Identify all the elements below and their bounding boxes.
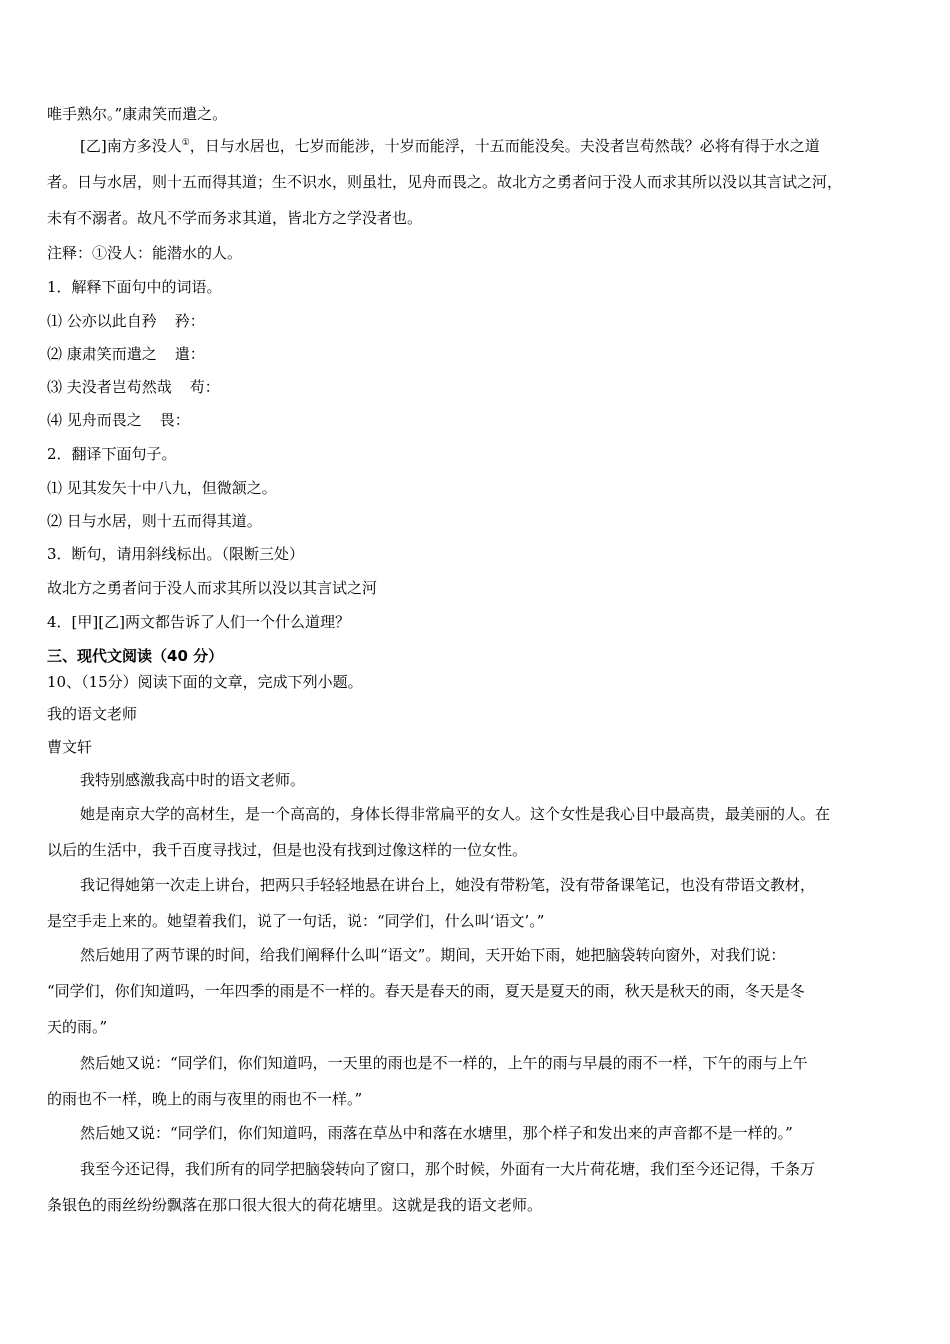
- question-1-item: [47, 410, 190, 430]
- footnote-marker: ①: [181, 138, 190, 148]
- passage-line: 唯手熟尔。”康肃笑而遣之。: [47, 105, 228, 123]
- article-line: 然后她又说：“同学们，你们知道吗，雨落在草丛中和落在水塘里，那个样子和发出来的声音都不是一样的。”: [80, 1124, 793, 1142]
- item-word: 遣：: [174, 345, 205, 363]
- question-2-item: ⑵ 日与水居，则十五而得其道。: [47, 512, 262, 530]
- question-10: 10、（15分）阅读下面的文章，完成下列小题。: [47, 673, 363, 691]
- passage-line: [80, 136, 820, 156]
- article-line: 然后她用了两节课的时间，给我们阐释什么叫“语文”。期间，天开始下雨，她把脑袋转向窗外，对我们说：: [80, 946, 786, 964]
- question-2: 2．翻译下面句子。: [47, 445, 177, 463]
- passage-line: 者。日与水居，则十五而得其道；生不识水，则虽壮，见舟而畏之。故北方之勇者问于没人而求其所以没以其言试之河，: [47, 173, 843, 191]
- question-1-item: [47, 311, 205, 331]
- item-sentence: ⑷ 见舟而畏之: [47, 411, 142, 429]
- question-3: 3．断句，请用斜线标出。（限断三处）: [47, 545, 305, 563]
- passage-line: 未有不溺者。故凡不学而务求其道，皆北方之学没者也。: [47, 209, 423, 227]
- item-sentence: ⑵ 康肃笑而遣之: [47, 345, 157, 363]
- article-line: 以后的生活中，我千百度寻找过，但是也没有找到过像这样的一位女性。: [47, 841, 528, 859]
- article-line: 我至今还记得，我们所有的同学把脑袋转向了窗口，那个时候，外面有一大片荷花塘，我们至今还记得，千条万: [80, 1160, 816, 1178]
- article-line: 我记得她第一次走上讲台，把两只手轻轻地悬在讲台上，她没有带粉笔，没有带备课笔记，也没有带语文教材，: [80, 876, 816, 894]
- article-line: 我特别感激我高中时的语文老师。: [80, 771, 306, 789]
- article-line: “同学们，你们知道吗，一年四季的雨是不一样的。春天是春天的雨，夏天是夏天的雨，秋天是秋天的雨，冬天是冬: [47, 982, 805, 1000]
- item-word: 矜：: [174, 312, 205, 330]
- article-line: 是空手走上来的。她望着我们，说了一句话，说：“同学们，什么叫‘语文’。”: [47, 912, 545, 930]
- article-line: 的雨也不一样，晚上的雨与夜里的雨也不一样。”: [47, 1090, 363, 1108]
- item-word: 苟：: [189, 378, 220, 396]
- question-1-item: [47, 377, 220, 397]
- article-title: 我的语文老师: [47, 705, 138, 723]
- item-sentence: ⑶ 夫没者岂苟然哉: [47, 378, 172, 396]
- section-heading: 三、现代文阅读（40 分）: [47, 647, 224, 665]
- question-3-sentence: 故北方之勇者问于没人而求其所以没以其言试之河: [47, 579, 378, 597]
- article-line: 她是南京大学的高材生，是一个高高的，身体长得非常扁平的女人。这个女性是我心目中最高贵，最美丽的人。在: [80, 805, 831, 823]
- item-sentence: ⑴ 公亦以此自矜: [47, 312, 157, 330]
- passage-text: [乙]南方多没人: [80, 137, 182, 155]
- question-2-item: ⑴ 见其发矢十中八九，但微颔之。: [47, 479, 277, 497]
- article-author: 曹文轩: [47, 738, 93, 756]
- article-line: 天的雨。”: [47, 1018, 108, 1036]
- annotation-note: 注释：①没人：能潜水的人。: [47, 244, 243, 262]
- passage-text: ，日与水居也，七岁而能涉，十岁而能浮，十五而能没矣。夫没者岂苟然哉？必将有得于水之道: [189, 137, 820, 155]
- question-1: 1．解释下面句中的词语。: [47, 278, 222, 296]
- question-4: 4．[甲][乙]两文都告诉了人们一个什么道理？: [47, 613, 350, 631]
- question-1-item: [47, 344, 205, 364]
- article-line: 然后她又说：“同学们，你们知道吗，一天里的雨也是不一样的，上午的雨与早晨的雨不一样，下午的雨与上午: [80, 1054, 808, 1072]
- article-line: 条银色的雨丝纷纷飘落在那口很大很大的荷花塘里。这就是我的语文老师。: [47, 1196, 543, 1214]
- item-word: 畏：: [159, 411, 190, 429]
